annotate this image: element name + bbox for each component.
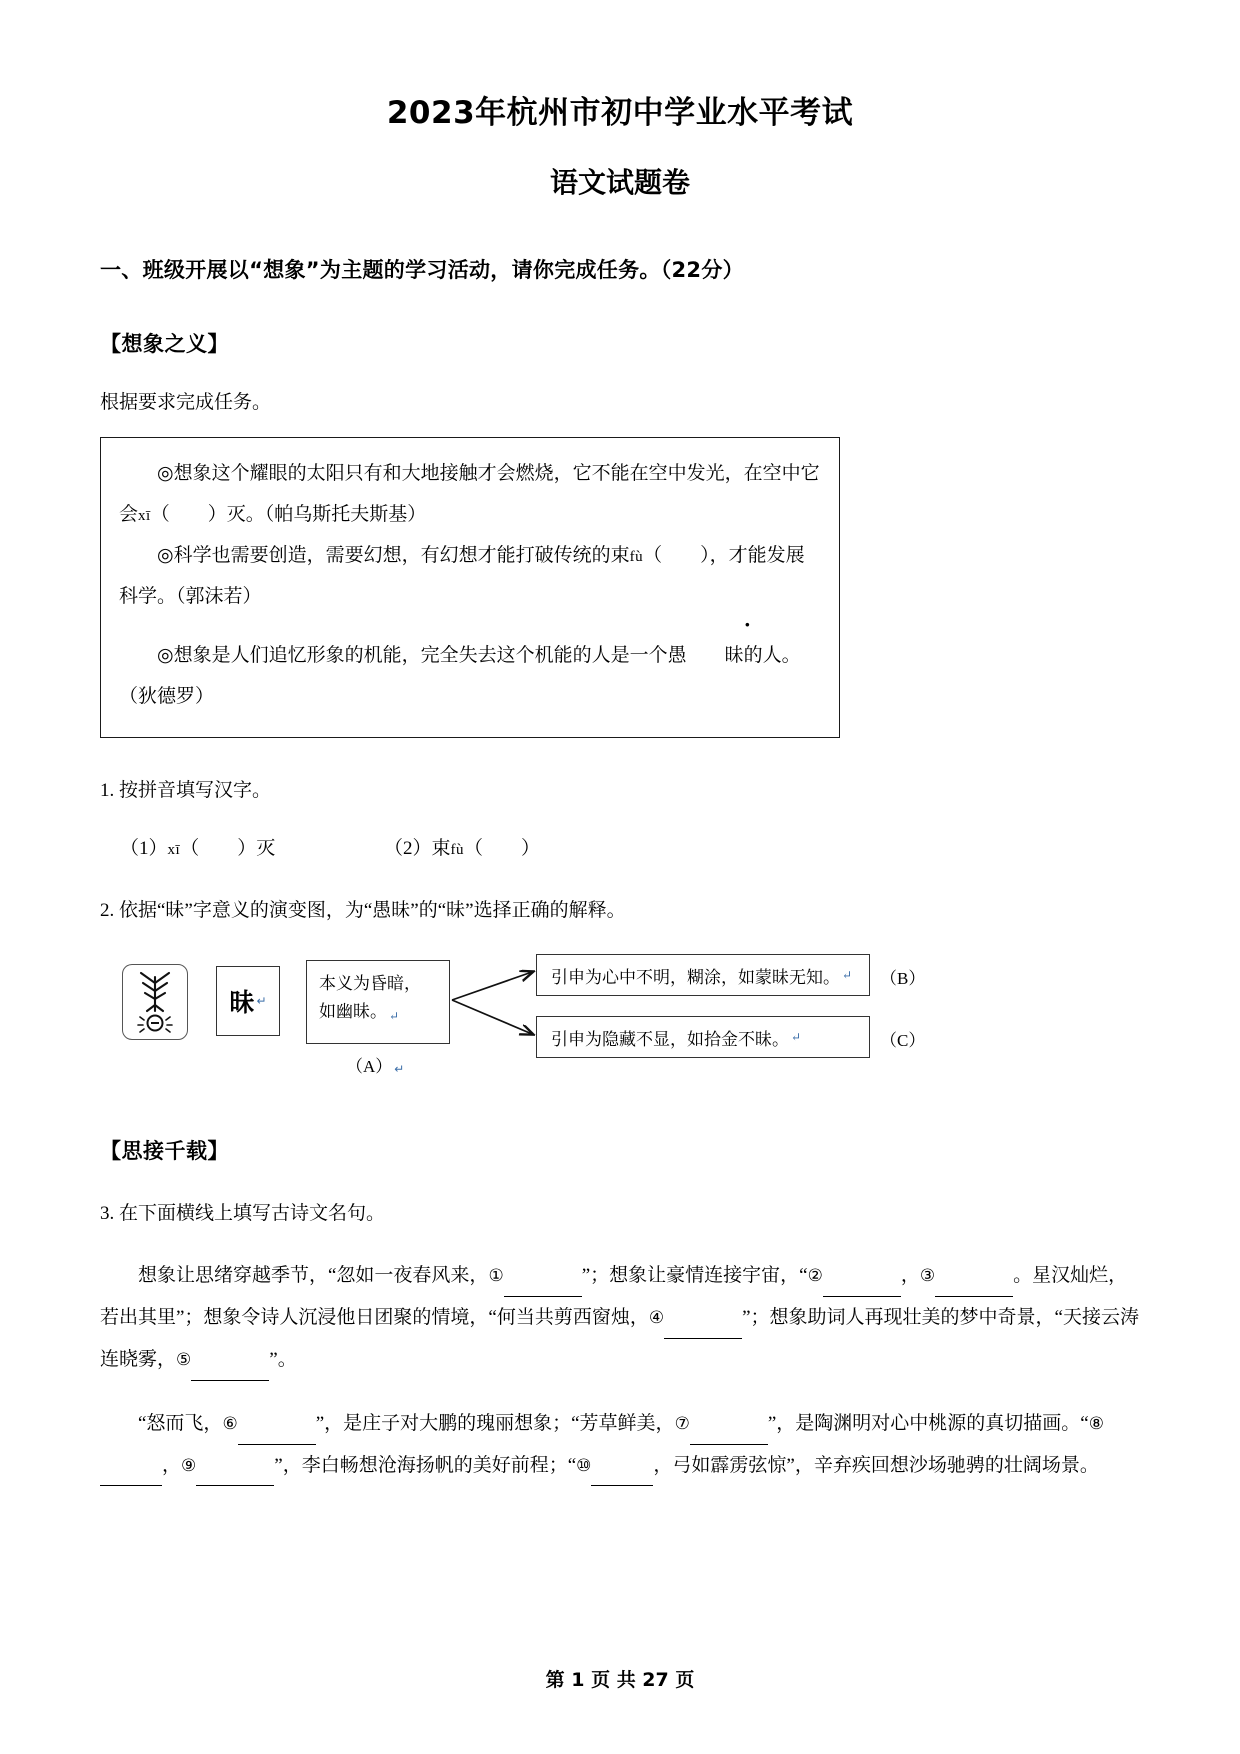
section-one-heading: 一、班级开展以“想象”为主题的学习活动，请你完成任务。（22分） <box>100 257 744 282</box>
diagram-character-box <box>216 966 280 1036</box>
quote-box <box>100 437 840 738</box>
quote-item <box>119 454 821 536</box>
p2-s1: “怒而飞， <box>138 1412 223 1434</box>
subq-2-pinyin: fù <box>450 842 464 859</box>
p1-s2: ”；想象让豪情连接宇宙，“ <box>581 1265 808 1287</box>
subq-1-pinyin: xī <box>167 842 181 859</box>
blank-marker-3: ③ <box>919 1266 936 1287</box>
blank-marker-7: ⑦ <box>674 1413 690 1434</box>
answer-blank-4[interactable] <box>664 1318 742 1339</box>
question-3-prompt: 在下面横线上填写古诗文名句。 <box>119 1203 386 1225</box>
question-3-paragraph-1 <box>100 1255 1140 1380</box>
quote-marker: ◎ <box>157 644 174 666</box>
topic-heading-sijieqianzai: 【思接千载】 <box>100 1139 229 1164</box>
oracle-bone-script-icon <box>122 964 188 1040</box>
blank-marker-5: ⑤ <box>176 1349 192 1370</box>
quote-item <box>119 636 821 718</box>
quote-item <box>119 536 821 618</box>
subq-2-paren[interactable]: （ ） <box>464 838 541 860</box>
question-2-number: 2. <box>100 900 115 922</box>
p2-s6: ，弓如霹雳弦惊”，辛弃疾回想沙场驰骋的壮阔场景。 <box>653 1454 1099 1476</box>
quote-text: 想象是人们追忆形象的机能，完全失去这个机能的人是一个愚 <box>173 644 687 666</box>
p1-s4: 。星汉灿烂，若出其里”；想象令诗人沉浸他日团聚的情境，“何当共剪西窗烛， <box>100 1265 1128 1329</box>
answer-paren: （ ） <box>150 504 227 526</box>
answer-blank-6[interactable] <box>238 1424 316 1445</box>
quote-text: 科学也需要创造，需要幻想，有幻想才能打破传统的束 <box>173 545 630 567</box>
blank-marker-6: ⑥ <box>222 1413 238 1434</box>
answer-blank-3[interactable] <box>935 1276 1013 1297</box>
question-1-items <box>100 830 1140 868</box>
blank-marker-1: ① <box>488 1266 504 1287</box>
p1-s1: 想象让思绪穿越季节，“忽如一夜春风来， <box>138 1265 489 1287</box>
quote-marker: ◎ <box>157 463 174 485</box>
quote-text-after: 的人。 <box>743 644 801 666</box>
p2-s4: ， <box>162 1454 182 1476</box>
option-a-text: （A） <box>346 1057 393 1077</box>
branch-b-text: 引申为心中不明，糊涂，如蒙昧无知。 <box>551 967 840 987</box>
blank-marker-8: ⑧ <box>1088 1413 1104 1434</box>
question-2 <box>100 892 1140 930</box>
answer-blank-8[interactable] <box>100 1465 162 1486</box>
quote-attribution: （帕乌斯托夫斯基） <box>264 504 427 526</box>
pilcrow-icon: ↵ <box>394 1062 405 1077</box>
diagram-option-c-label: （C） <box>880 1031 926 1051</box>
pilcrow-icon: ↵ <box>256 994 267 1009</box>
quote-attribution: （狄德罗） <box>119 685 215 707</box>
blank-marker-4: ④ <box>648 1308 665 1329</box>
p1-s5: ”；想象助词人再现壮美的梦中奇景，“天接云涛连晓雾， <box>100 1307 1139 1370</box>
question-3 <box>100 1195 1140 1233</box>
topic-heading-xiangxiangzhiyi: 【想象之义】 <box>100 332 229 357</box>
definition-text-2: 如幽昧。 <box>319 1002 387 1022</box>
page-footer: 第 1 页 共 27 页 <box>545 1669 695 1691</box>
p1-s3: ， <box>900 1265 920 1287</box>
page-title: 2023年杭州市初中学业水平考试 <box>386 95 854 131</box>
answer-blank-9[interactable] <box>196 1465 274 1486</box>
diagram-option-a-label <box>346 1052 404 1077</box>
question-1-number: 1. <box>100 780 115 802</box>
quote-text-after: 灭。 <box>226 504 265 526</box>
diagram-branch-c-box <box>536 1016 870 1058</box>
answer-blank-10[interactable] <box>591 1465 653 1486</box>
pilcrow-icon: ↵ <box>791 1029 802 1044</box>
quote-text-after: ，才能发展科学。 <box>119 545 805 607</box>
diagram-character: 昧 <box>229 988 255 1018</box>
pilcrow-icon: ↵ <box>389 1008 400 1023</box>
blank-marker-2: ② <box>807 1266 823 1287</box>
answer-blank-2[interactable] <box>823 1276 901 1297</box>
quote-text: 想象这个耀眼的太阳只有和大地接触才会燃烧，它不能在空中发光，在空中它会 <box>119 463 820 526</box>
definition-line-1: 本义为昏暗， <box>319 974 421 994</box>
definition-line-2 <box>319 998 441 1026</box>
subq-1-suffix: 灭 <box>256 838 276 860</box>
blank-marker-10: ⑩ <box>576 1455 592 1476</box>
question-1 <box>100 772 1140 810</box>
answer-blank-7[interactable] <box>690 1424 768 1445</box>
page-subtitle: 语文试题卷 <box>549 166 690 200</box>
page-content <box>100 0 1140 1486</box>
quote-attribution: （郭沫若） <box>176 585 262 607</box>
diagram-branch-b-box <box>536 954 870 996</box>
p2-s5: ”，李白畅想沧海扬帆的美好前程；“ <box>274 1454 577 1476</box>
answer-paren: （ ） <box>643 545 710 567</box>
question-2-prompt: 依据“昧”字意义的演变图，为“愚昧”的“昧”选择正确的解释。 <box>119 900 626 922</box>
quote-marker: ◎ <box>157 545 174 567</box>
diagram-arrows <box>448 954 540 1064</box>
instruction-text: 根据要求完成任务。 <box>100 392 272 414</box>
subq-2-label: （2） <box>383 838 432 860</box>
question-3-paragraph-2 <box>100 1403 1140 1487</box>
subq-1-paren[interactable]: （ ） <box>180 838 257 860</box>
subq-2-prefix: 束 <box>431 838 451 860</box>
pilcrow-icon: ↵ <box>842 967 853 982</box>
question-1-prompt: 按拼音填写汉字。 <box>119 780 272 802</box>
pinyin-xi: xī <box>138 508 151 525</box>
diagram-definition-box <box>306 960 450 1044</box>
p1-s6: ”。 <box>269 1348 297 1370</box>
p2-s2: ”，是庄子对大鹏的瑰丽想象；“芳草鲜美， <box>315 1412 675 1434</box>
subq-1-label: （1） <box>120 838 168 860</box>
pinyin-fu: fù <box>629 549 644 566</box>
diagram-option-b-label: （B） <box>880 969 926 989</box>
character-evolution-diagram <box>118 954 1118 1089</box>
blank-marker-9: ⑨ <box>181 1455 197 1476</box>
emphasized-char-mei: 昧 <box>724 644 744 666</box>
branch-c-text: 引申为隐藏不显，如拾金不昧。 <box>551 1029 789 1049</box>
answer-blank-5[interactable] <box>191 1360 269 1381</box>
answer-blank-1[interactable] <box>504 1276 582 1297</box>
p2-s3: ”，是陶渊明对心中桃源的真切描画。“ <box>767 1412 1089 1434</box>
question-3-number: 3. <box>100 1203 115 1225</box>
